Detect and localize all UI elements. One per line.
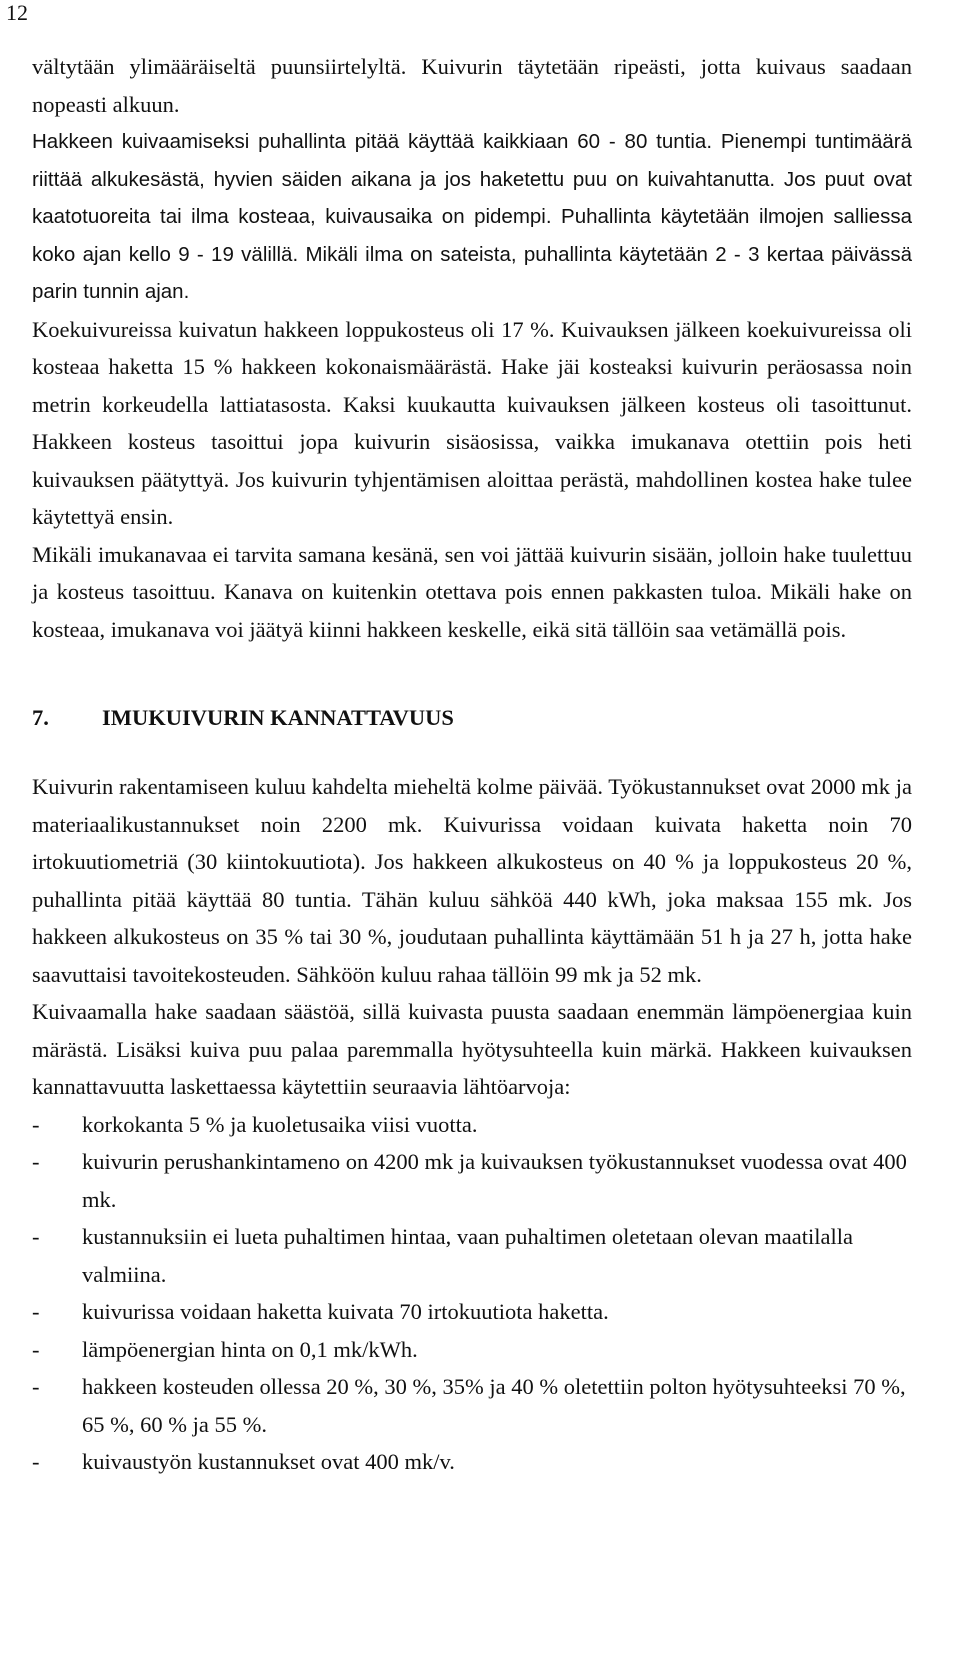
section-number: 7. bbox=[32, 705, 49, 730]
list-dash: - bbox=[32, 1111, 40, 1137]
list-item-text: kustannuksiin ei lueta puhaltimen hintaa, vaan puhaltimen oletetaan olevan maatilalla valmiina. bbox=[82, 1224, 853, 1287]
paragraph-2: Hakkeen kuivaamiseksi puhallinta pitää käyttää kaikkiaan 60 - 80 tuntia. Pienempi tuntimäärä riittää alkukesästä, hyvien säiden aikana ja jos haketettu puu on kuivahtanutta. Jos puut ovat kaatotuoreita tai ilma kosteaa, kuivausaika on pidempi. Puhallinta käytetään ilmojen salliessa koko ajan kello 9 - 19 välillä. Mikäli ilma on sateista, puhallinta käytetään 2 - 3 kertaa päivässä parin tunnin ajan. bbox=[32, 130, 912, 303]
list-item-text: kuivaustyön kustannukset ovat 400 mk/v. bbox=[82, 1449, 455, 1474]
list-item bbox=[32, 1293, 912, 1331]
list-dash: - bbox=[32, 1374, 40, 1399]
list-item-text: kuivurissa voidaan haketta kuivata 70 irtokuutiota haketta. bbox=[82, 1299, 609, 1324]
paragraph-6: Kuivaamalla hake saadaan säästöä, sillä kuivasta puusta saadaan enemmän lämpöenergiaa kuin märästä. Lisäksi kuiva puu palaa paremmalla hyötysuhteella kuin märkä. Hakkeen kuivauksen kannattavuutta laskettaessa käytettiin seuraavia lähtöarvoja: bbox=[32, 999, 912, 1099]
page-number: 12 bbox=[6, 0, 28, 25]
list-dash: - bbox=[32, 1224, 40, 1249]
paragraph-1: vältytään ylimääräiseltä puunsiirtelyltä. Kuivurin täytetään ripeästi, jotta kuivaus saadaan nopeasti alkuun. bbox=[32, 54, 912, 117]
assumptions-list bbox=[32, 1106, 912, 1481]
list-item bbox=[32, 1106, 912, 1144]
list-item-text: hakkeen kosteuden ollessa 20 %, 30 %, 35% ja 40 % oletettiin polton hyötysuhteeksi 70 %, 65 %, 60 % ja 55 %. bbox=[82, 1374, 906, 1437]
list-item bbox=[32, 1331, 912, 1369]
section-heading bbox=[32, 703, 912, 733]
paragraph-3: Koekuivureissa kuivatun hakkeen loppukosteus oli 17 %. Kuivauksen jälkeen koekuivureissa oli kosteaa haketta 15 % hakkeen kokonaismäärästä. Hake jäi kosteaksi kuivurin peräosassa noin metrin korkeudella lattiatasosta. Kaksi kuukautta kuivauksen jälkeen kosteus oli tasoittunut. Hakkeen kosteus tasoittui jopa kuivurin sisäosissa, vaikka imukanava otettiin pois heti kuivauksen päätyttyä. Jos kuivurin tyhjentämisen aloittaa perästä, mahdollinen kostea hake tulee käytettyä ensin. bbox=[32, 316, 912, 529]
list-dash: - bbox=[32, 1299, 40, 1324]
section-title: IMUKUIVURIN KANNATTAVUUS bbox=[102, 705, 454, 730]
list-dash: - bbox=[32, 1336, 40, 1362]
paragraph-5: Kuivurin rakentamiseen kuluu kahdelta mieheltä kolme päivää. Työkustannukset ovat 2000 mk ja materiaalikustannukset noin 2200 mk. Kuivurissa voidaan kuivata haketta noin 70 irtokuutiometriä (30 kiintokuutiota). Jos hakkeen alkukosteus on 40 % ja loppukosteus 20 %, puhallinta pitää käyttää 80 tuntia. Tähän kuluu sähköä 440 kWh, joka maksaa 155 mk. Jos hakkeen alkukosteus on 35 % tai 30 %, joudutaan puhallinta käyttämään 51 h ja 27 h, jotta hake saavuttaisi tavoitekosteuden. Sähköön kuluu rahaa tällöin 99 mk ja 52 mk. bbox=[32, 774, 912, 987]
list-item-text: kuivurin perushankintameno on 4200 mk ja kuivauksen työkustannukset vuodessa ovat 400 mk. bbox=[82, 1149, 907, 1212]
list-item-text: korkokanta 5 % ja kuoletusaika viisi vuotta. bbox=[82, 1111, 478, 1137]
list-item bbox=[32, 1143, 912, 1218]
list-dash: - bbox=[32, 1149, 40, 1174]
list-item bbox=[32, 1443, 912, 1481]
list-item-text: lämpöenergian hinta on 0,1 mk/kWh. bbox=[82, 1336, 418, 1362]
list-dash: - bbox=[32, 1449, 40, 1474]
paragraph-4: Mikäli imukanavaa ei tarvita samana kesänä, sen voi jättää kuivurin sisään, jolloin hake tuulettuu ja kosteus tasoittuu. Kanava on kuitenkin otettava pois ennen pakkasten tuloa. Mikäli hake on kosteaa, imukanava voi jäätyä kiinni hakkeen keskelle, eikä sitä tällöin saa vetämällä pois. bbox=[32, 541, 912, 642]
list-item bbox=[32, 1218, 912, 1293]
page-body bbox=[32, 48, 912, 1481]
list-item bbox=[32, 1368, 912, 1443]
